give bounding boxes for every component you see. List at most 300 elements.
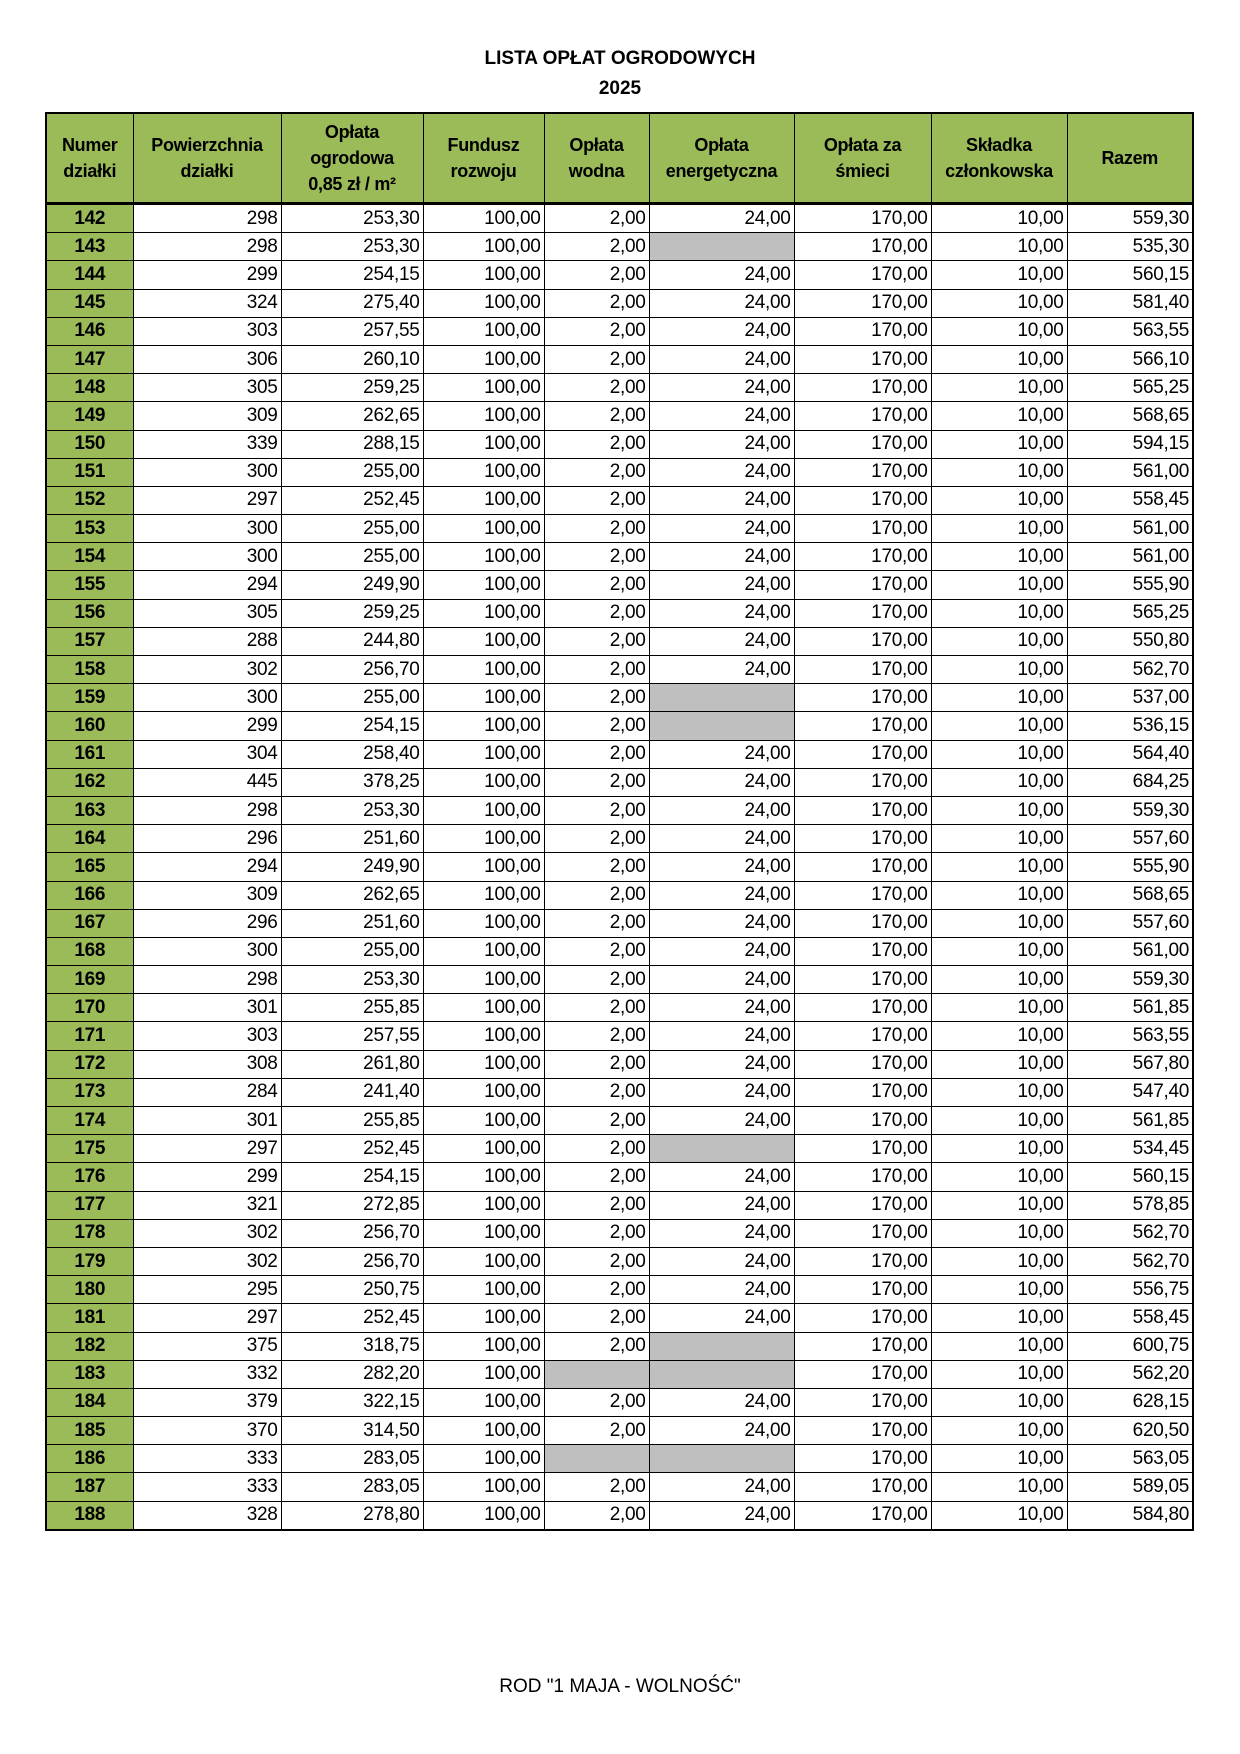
cell-plot-number: 144 (46, 261, 133, 289)
cell-membership-fee: 10,00 (931, 1304, 1067, 1332)
cell-plot-number: 153 (46, 515, 133, 543)
cell-plot-area: 300 (133, 684, 281, 712)
cell-membership-fee: 10,00 (931, 458, 1067, 486)
cell-energy-fee (649, 684, 794, 712)
cell-membership-fee: 10,00 (931, 345, 1067, 373)
cell-water-fee: 2,00 (544, 712, 649, 740)
cell-water-fee: 2,00 (544, 204, 649, 233)
cell-development-fund: 100,00 (423, 684, 544, 712)
cell-membership-fee: 10,00 (931, 937, 1067, 965)
cell-development-fund: 100,00 (423, 656, 544, 684)
cell-membership-fee: 10,00 (931, 571, 1067, 599)
column-header-line: energetyczna (665, 161, 778, 181)
table-row (46, 599, 1193, 627)
cell-garden-fee: 288,15 (281, 430, 423, 458)
cell-plot-area: 339 (133, 430, 281, 458)
cell-development-fund: 100,00 (423, 1473, 544, 1501)
cell-plot-area: 300 (133, 458, 281, 486)
table-row (46, 1417, 1193, 1445)
cell-total: 561,85 (1067, 994, 1193, 1022)
cell-water-fee: 2,00 (544, 627, 649, 655)
cell-garden-fee: 258,40 (281, 740, 423, 768)
cell-development-fund: 100,00 (423, 1388, 544, 1416)
cell-plot-number: 183 (46, 1360, 133, 1388)
cell-energy-fee: 24,00 (649, 656, 794, 684)
cell-development-fund: 100,00 (423, 966, 544, 994)
cell-waste-fee: 170,00 (794, 599, 931, 627)
cell-development-fund: 100,00 (423, 204, 544, 233)
cell-garden-fee: 254,15 (281, 1163, 423, 1191)
cell-total: 594,15 (1067, 430, 1193, 458)
cell-development-fund: 100,00 (423, 1304, 544, 1332)
cell-membership-fee: 10,00 (931, 994, 1067, 1022)
cell-water-fee: 2,00 (544, 1022, 649, 1050)
cell-water-fee: 2,00 (544, 430, 649, 458)
cell-energy-fee: 24,00 (649, 881, 794, 909)
cell-energy-fee: 24,00 (649, 486, 794, 514)
cell-garden-fee: 253,30 (281, 204, 423, 233)
cell-membership-fee: 10,00 (931, 204, 1067, 233)
cell-membership-fee: 10,00 (931, 966, 1067, 994)
cell-plot-area: 295 (133, 1276, 281, 1304)
cell-membership-fee: 10,00 (931, 1135, 1067, 1163)
cell-waste-fee: 170,00 (794, 402, 931, 430)
cell-total: 536,15 (1067, 712, 1193, 740)
cell-membership-fee: 10,00 (931, 853, 1067, 881)
cell-garden-fee: 278,80 (281, 1501, 423, 1530)
cell-energy-fee: 24,00 (649, 515, 794, 543)
cell-plot-number: 147 (46, 345, 133, 373)
cell-water-fee: 2,00 (544, 1276, 649, 1304)
cell-water-fee: 2,00 (544, 1050, 649, 1078)
cell-garden-fee: 262,65 (281, 402, 423, 430)
cell-garden-fee: 249,90 (281, 571, 423, 599)
cell-water-fee: 2,00 (544, 571, 649, 599)
cell-membership-fee: 10,00 (931, 233, 1067, 261)
cell-development-fund: 100,00 (423, 543, 544, 571)
cell-membership-fee: 10,00 (931, 402, 1067, 430)
cell-total: 562,70 (1067, 656, 1193, 684)
cell-garden-fee: 272,85 (281, 1191, 423, 1219)
cell-garden-fee: 259,25 (281, 374, 423, 402)
cell-plot-area: 309 (133, 402, 281, 430)
column-header-line: członkowska (945, 161, 1053, 181)
cell-total: 568,65 (1067, 402, 1193, 430)
table-row (46, 1219, 1193, 1247)
cell-plot-area: 288 (133, 627, 281, 655)
cell-garden-fee: 255,85 (281, 1107, 423, 1135)
cell-waste-fee: 170,00 (794, 1276, 931, 1304)
cell-waste-fee: 170,00 (794, 233, 931, 261)
cell-garden-fee: 255,00 (281, 458, 423, 486)
cell-total: 558,45 (1067, 1304, 1193, 1332)
cell-garden-fee: 254,15 (281, 261, 423, 289)
cell-water-fee: 2,00 (544, 825, 649, 853)
table-row (46, 571, 1193, 599)
table-row (46, 402, 1193, 430)
cell-plot-area: 309 (133, 881, 281, 909)
cell-membership-fee: 10,00 (931, 1247, 1067, 1275)
cell-waste-fee: 170,00 (794, 796, 931, 824)
cell-energy-fee: 24,00 (649, 1191, 794, 1219)
column-header-line: Razem (1101, 148, 1159, 168)
cell-plot-number: 167 (46, 909, 133, 937)
table-row (46, 656, 1193, 684)
table-row (46, 1247, 1193, 1275)
cell-energy-fee: 24,00 (649, 1219, 794, 1247)
cell-plot-number: 150 (46, 430, 133, 458)
cell-development-fund: 100,00 (423, 937, 544, 965)
cell-energy-fee: 24,00 (649, 1078, 794, 1106)
cell-energy-fee: 24,00 (649, 1501, 794, 1530)
cell-waste-fee: 170,00 (794, 712, 931, 740)
table-row (46, 430, 1193, 458)
cell-plot-number: 188 (46, 1501, 133, 1530)
cell-plot-area: 321 (133, 1191, 281, 1219)
cell-plot-area: 304 (133, 740, 281, 768)
cell-plot-area: 302 (133, 656, 281, 684)
cell-membership-fee: 10,00 (931, 1022, 1067, 1050)
cell-water-fee: 2,00 (544, 1417, 649, 1445)
cell-energy-fee: 24,00 (649, 1247, 794, 1275)
cell-total: 563,55 (1067, 317, 1193, 345)
cell-water-fee: 2,00 (544, 374, 649, 402)
cell-garden-fee: 378,25 (281, 768, 423, 796)
cell-waste-fee: 170,00 (794, 1022, 931, 1050)
cell-garden-fee: 252,45 (281, 486, 423, 514)
cell-waste-fee: 170,00 (794, 571, 931, 599)
cell-total: 557,60 (1067, 825, 1193, 853)
cell-plot-number: 185 (46, 1417, 133, 1445)
cell-plot-area: 299 (133, 1163, 281, 1191)
cell-plot-number: 155 (46, 571, 133, 599)
cell-development-fund: 100,00 (423, 712, 544, 740)
cell-waste-fee: 170,00 (794, 1304, 931, 1332)
cell-energy-fee: 24,00 (649, 543, 794, 571)
document-title: LISTA OPŁAT OGRODOWYCH (484, 48, 756, 69)
cell-water-fee: 2,00 (544, 881, 649, 909)
cell-total: 534,45 (1067, 1135, 1193, 1163)
cell-water-fee: 2,00 (544, 317, 649, 345)
cell-water-fee: 2,00 (544, 486, 649, 514)
cell-energy-fee: 24,00 (649, 994, 794, 1022)
table-row (46, 768, 1193, 796)
cell-plot-area: 296 (133, 825, 281, 853)
cell-development-fund: 100,00 (423, 1135, 544, 1163)
cell-water-fee: 2,00 (544, 1219, 649, 1247)
cell-water-fee: 2,00 (544, 543, 649, 571)
cell-energy-fee (649, 1135, 794, 1163)
cell-energy-fee (649, 1332, 794, 1360)
cell-energy-fee: 24,00 (649, 289, 794, 317)
table-row (46, 289, 1193, 317)
cell-development-fund: 100,00 (423, 1107, 544, 1135)
cell-waste-fee: 170,00 (794, 1445, 931, 1473)
table-row (46, 374, 1193, 402)
cell-plot-area: 284 (133, 1078, 281, 1106)
cell-garden-fee: 255,85 (281, 994, 423, 1022)
cell-energy-fee: 24,00 (649, 937, 794, 965)
cell-development-fund: 100,00 (423, 1163, 544, 1191)
cell-total: 556,75 (1067, 1276, 1193, 1304)
cell-development-fund: 100,00 (423, 1360, 544, 1388)
cell-water-fee: 2,00 (544, 853, 649, 881)
cell-energy-fee: 24,00 (649, 740, 794, 768)
table-row (46, 204, 1193, 233)
cell-water-fee: 2,00 (544, 796, 649, 824)
cell-total: 550,80 (1067, 627, 1193, 655)
cell-water-fee: 2,00 (544, 233, 649, 261)
cell-membership-fee: 10,00 (931, 1163, 1067, 1191)
cell-total: 562,20 (1067, 1360, 1193, 1388)
table-row (46, 1050, 1193, 1078)
cell-energy-fee: 24,00 (649, 204, 794, 233)
table-row (46, 1360, 1193, 1388)
cell-garden-fee: 250,75 (281, 1276, 423, 1304)
cell-garden-fee: 252,45 (281, 1304, 423, 1332)
table-row (46, 740, 1193, 768)
cell-waste-fee: 170,00 (794, 204, 931, 233)
cell-energy-fee: 24,00 (649, 458, 794, 486)
cell-plot-area: 297 (133, 486, 281, 514)
cell-energy-fee: 24,00 (649, 345, 794, 373)
cell-waste-fee: 170,00 (794, 289, 931, 317)
cell-plot-number: 176 (46, 1163, 133, 1191)
cell-plot-number: 158 (46, 656, 133, 684)
cell-garden-fee: 256,70 (281, 656, 423, 684)
cell-garden-fee: 282,20 (281, 1360, 423, 1388)
cell-development-fund: 100,00 (423, 486, 544, 514)
cell-development-fund: 100,00 (423, 853, 544, 881)
cell-energy-fee (649, 1360, 794, 1388)
cell-water-fee: 2,00 (544, 289, 649, 317)
table-row (46, 796, 1193, 824)
cell-garden-fee: 256,70 (281, 1219, 423, 1247)
cell-development-fund: 100,00 (423, 1247, 544, 1275)
cell-water-fee: 2,00 (544, 740, 649, 768)
cell-plot-number: 162 (46, 768, 133, 796)
cell-total: 565,25 (1067, 599, 1193, 627)
cell-development-fund: 100,00 (423, 515, 544, 543)
cell-waste-fee: 170,00 (794, 430, 931, 458)
cell-garden-fee: 314,50 (281, 1417, 423, 1445)
cell-membership-fee: 10,00 (931, 825, 1067, 853)
cell-energy-fee: 24,00 (649, 1163, 794, 1191)
cell-plot-number: 149 (46, 402, 133, 430)
column-header-energy-fee (649, 113, 794, 204)
cell-garden-fee: 255,00 (281, 515, 423, 543)
cell-water-fee: 2,00 (544, 684, 649, 712)
table-row (46, 1332, 1193, 1360)
cell-water-fee: 2,00 (544, 1473, 649, 1501)
cell-water-fee: 2,00 (544, 261, 649, 289)
table-row (46, 345, 1193, 373)
column-header-line: Opłata (324, 122, 380, 142)
cell-waste-fee: 170,00 (794, 1050, 931, 1078)
cell-water-fee: 2,00 (544, 768, 649, 796)
cell-waste-fee: 170,00 (794, 909, 931, 937)
cell-waste-fee: 170,00 (794, 1107, 931, 1135)
cell-membership-fee: 10,00 (931, 740, 1067, 768)
cell-plot-area: 445 (133, 768, 281, 796)
table-row (46, 1304, 1193, 1332)
cell-total: 555,90 (1067, 571, 1193, 599)
cell-waste-fee: 170,00 (794, 1219, 931, 1247)
cell-garden-fee: 254,15 (281, 712, 423, 740)
cell-plot-area: 301 (133, 994, 281, 1022)
cell-garden-fee: 257,55 (281, 1022, 423, 1050)
cell-plot-number: 161 (46, 740, 133, 768)
cell-garden-fee: 244,80 (281, 627, 423, 655)
cell-development-fund: 100,00 (423, 768, 544, 796)
cell-plot-area: 332 (133, 1360, 281, 1388)
cell-garden-fee: 318,75 (281, 1332, 423, 1360)
cell-water-fee: 2,00 (544, 1501, 649, 1530)
cell-membership-fee: 10,00 (931, 1501, 1067, 1530)
cell-plot-number: 165 (46, 853, 133, 881)
cell-plot-number: 142 (46, 204, 133, 233)
document-year: 2025 (598, 78, 642, 99)
table-row (46, 1388, 1193, 1416)
cell-plot-number: 163 (46, 796, 133, 824)
cell-total: 561,85 (1067, 1107, 1193, 1135)
table-row (46, 966, 1193, 994)
cell-plot-number: 160 (46, 712, 133, 740)
cell-membership-fee: 10,00 (931, 1417, 1067, 1445)
cell-plot-area: 302 (133, 1247, 281, 1275)
cell-garden-fee: 275,40 (281, 289, 423, 317)
cell-water-fee: 2,00 (544, 1078, 649, 1106)
cell-waste-fee: 170,00 (794, 261, 931, 289)
cell-water-fee: 2,00 (544, 1304, 649, 1332)
cell-total: 561,00 (1067, 515, 1193, 543)
cell-waste-fee: 170,00 (794, 1473, 931, 1501)
cell-energy-fee: 24,00 (649, 374, 794, 402)
cell-development-fund: 100,00 (423, 1276, 544, 1304)
cell-total: 600,75 (1067, 1332, 1193, 1360)
cell-development-fund: 100,00 (423, 1445, 544, 1473)
cell-garden-fee: 241,40 (281, 1078, 423, 1106)
table-row (46, 937, 1193, 965)
table-row (46, 543, 1193, 571)
cell-energy-fee: 24,00 (649, 1304, 794, 1332)
cell-garden-fee: 252,45 (281, 1135, 423, 1163)
table-row (46, 1163, 1193, 1191)
cell-water-fee: 2,00 (544, 1135, 649, 1163)
cell-development-fund: 100,00 (423, 1219, 544, 1247)
cell-garden-fee: 261,80 (281, 1050, 423, 1078)
cell-waste-fee: 170,00 (794, 345, 931, 373)
cell-water-fee: 2,00 (544, 1388, 649, 1416)
cell-total: 537,00 (1067, 684, 1193, 712)
cell-total: 561,00 (1067, 543, 1193, 571)
cell-total: 559,30 (1067, 204, 1193, 233)
cell-waste-fee: 170,00 (794, 1360, 931, 1388)
column-header-line: Powierzchnia (151, 135, 263, 155)
footer-organization: ROD "1 MAJA - WOLNOŚĆ" (499, 1676, 741, 1697)
cell-plot-number: 179 (46, 1247, 133, 1275)
cell-plot-area: 300 (133, 543, 281, 571)
cell-plot-number: 178 (46, 1219, 133, 1247)
cell-waste-fee: 170,00 (794, 515, 931, 543)
column-header-membership-fee (931, 113, 1067, 204)
column-header-line: Opłata (694, 135, 749, 155)
cell-total: 535,30 (1067, 233, 1193, 261)
cell-plot-number: 169 (46, 966, 133, 994)
cell-plot-number: 166 (46, 881, 133, 909)
cell-total: 568,65 (1067, 881, 1193, 909)
cell-plot-area: 299 (133, 261, 281, 289)
cell-development-fund: 100,00 (423, 317, 544, 345)
table-row (46, 486, 1193, 514)
cell-waste-fee: 170,00 (794, 1078, 931, 1106)
cell-plot-number: 168 (46, 937, 133, 965)
cell-plot-area: 305 (133, 374, 281, 402)
cell-membership-fee: 10,00 (931, 909, 1067, 937)
cell-plot-area: 375 (133, 1332, 281, 1360)
cell-development-fund: 100,00 (423, 458, 544, 486)
cell-total: 562,70 (1067, 1247, 1193, 1275)
cell-development-fund: 100,00 (423, 571, 544, 599)
cell-waste-fee: 170,00 (794, 1135, 931, 1163)
column-header-line: Składka (966, 135, 1032, 155)
cell-plot-number: 181 (46, 1304, 133, 1332)
cell-total: 578,85 (1067, 1191, 1193, 1219)
cell-total: 581,40 (1067, 289, 1193, 317)
cell-development-fund: 100,00 (423, 627, 544, 655)
cell-waste-fee: 170,00 (794, 1501, 931, 1530)
table-row (46, 1078, 1193, 1106)
cell-development-fund: 100,00 (423, 1050, 544, 1078)
cell-waste-fee: 170,00 (794, 1388, 931, 1416)
cell-garden-fee: 322,15 (281, 1388, 423, 1416)
cell-water-fee: 2,00 (544, 458, 649, 486)
column-header-line: Numer (61, 135, 118, 155)
cell-total: 557,60 (1067, 909, 1193, 937)
cell-membership-fee: 10,00 (931, 1050, 1067, 1078)
cell-membership-fee: 10,00 (931, 430, 1067, 458)
cell-energy-fee: 24,00 (649, 402, 794, 430)
cell-garden-fee: 253,30 (281, 796, 423, 824)
cell-plot-number: 173 (46, 1078, 133, 1106)
column-header-line: Fundusz (447, 135, 520, 155)
cell-energy-fee: 24,00 (649, 796, 794, 824)
cell-water-fee (544, 1360, 649, 1388)
cell-development-fund: 100,00 (423, 599, 544, 627)
cell-energy-fee: 24,00 (649, 1417, 794, 1445)
cell-membership-fee: 10,00 (931, 1191, 1067, 1219)
cell-total: 564,40 (1067, 740, 1193, 768)
cell-total: 584,80 (1067, 1501, 1193, 1530)
cell-development-fund: 100,00 (423, 740, 544, 768)
cell-development-fund: 100,00 (423, 825, 544, 853)
cell-plot-number: 156 (46, 599, 133, 627)
cell-waste-fee: 170,00 (794, 825, 931, 853)
cell-water-fee: 2,00 (544, 909, 649, 937)
cell-plot-number: 175 (46, 1135, 133, 1163)
cell-plot-area: 294 (133, 571, 281, 599)
cell-plot-number: 146 (46, 317, 133, 345)
cell-plot-number: 148 (46, 374, 133, 402)
cell-plot-number: 172 (46, 1050, 133, 1078)
cell-total: 567,80 (1067, 1050, 1193, 1078)
cell-water-fee: 2,00 (544, 402, 649, 430)
cell-membership-fee: 10,00 (931, 486, 1067, 514)
table-row (46, 1191, 1193, 1219)
cell-plot-area: 308 (133, 1050, 281, 1078)
table-row (46, 458, 1193, 486)
column-header-garden-fee (281, 113, 423, 204)
